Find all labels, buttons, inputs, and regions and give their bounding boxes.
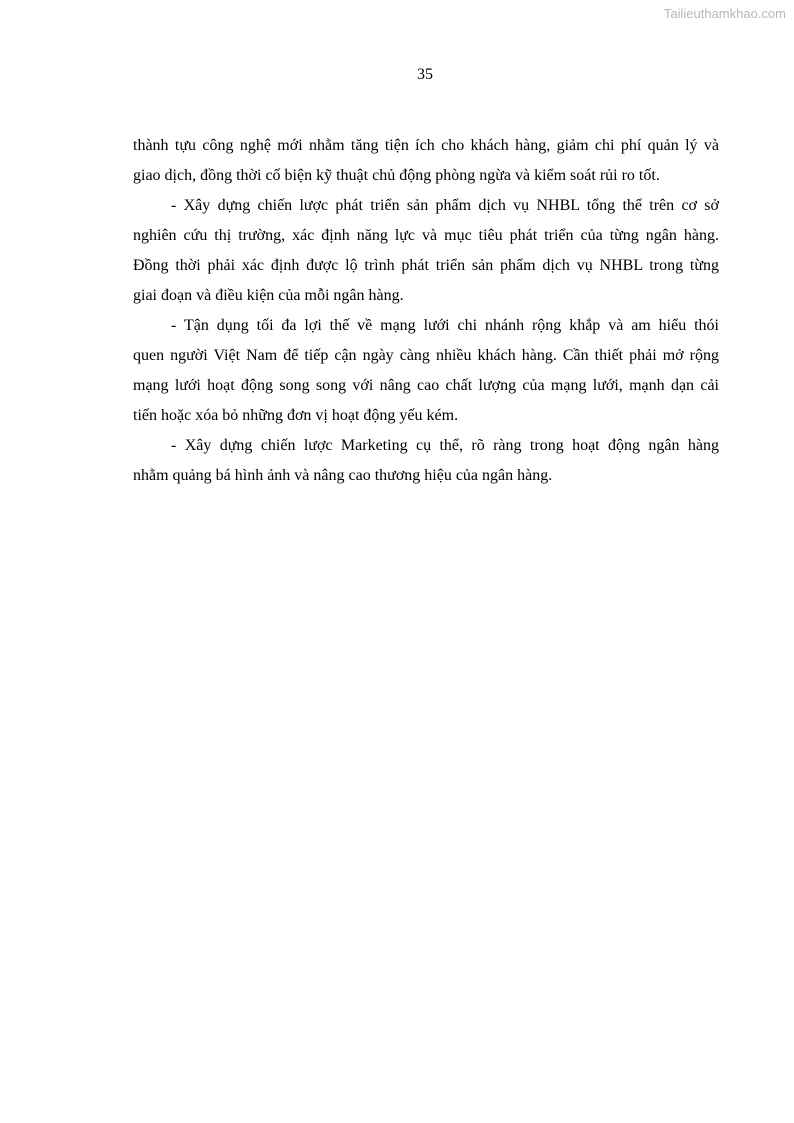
page-number: 35: [417, 66, 433, 83]
text-line: quen người Việt Nam để tiếp cận ngày càng nhiều khách hàng. Cần thiết phải mở rộng: [133, 347, 719, 364]
document-body: [133, 131, 719, 491]
watermark: Tailieuthamkhao.com: [663, 6, 786, 21]
bullet-line: - Xây dựng chiến lược phát triển sản phẩm dịch vụ NHBL tổng thể trên cơ sở: [171, 197, 719, 214]
text-line: nghiên cứu thị trường, xác định năng lực và mục tiêu phát triển của từng ngân hàng.: [133, 227, 719, 244]
bullet-line: - Tận dụng tối đa lợi thế về mạng lưới chi nhánh rộng khắp và am hiểu thói: [171, 317, 719, 334]
text-line: Đồng thời phải xác định được lộ trình phát triển sản phẩm dịch vụ NHBL trong từng: [133, 257, 719, 274]
text-line: giai đoạn và điều kiện của mỗi ngân hàng.: [133, 287, 404, 304]
text-line: mạng lưới hoạt động song song với nâng cao chất lượng của mạng lưới, mạnh dạn cải: [133, 377, 719, 394]
text-line: thành tựu công nghệ mới nhằm tăng tiện ích cho khách hàng, giảm chi phí quản lý và: [133, 137, 719, 154]
text-line: giao dịch, đồng thời cố biện kỹ thuật chủ động phòng ngừa và kiểm soát rủi ro tốt.: [133, 167, 660, 184]
bullet-line: - Xây dựng chiến lược Marketing cụ thể, rõ ràng trong hoạt động ngân hàng: [171, 437, 719, 454]
text-line: nhằm quảng bá hình ảnh và nâng cao thương hiệu của ngân hàng.: [133, 467, 553, 484]
text-line: tiến hoặc xóa bỏ những đơn vị hoạt động yếu kém.: [133, 407, 459, 424]
